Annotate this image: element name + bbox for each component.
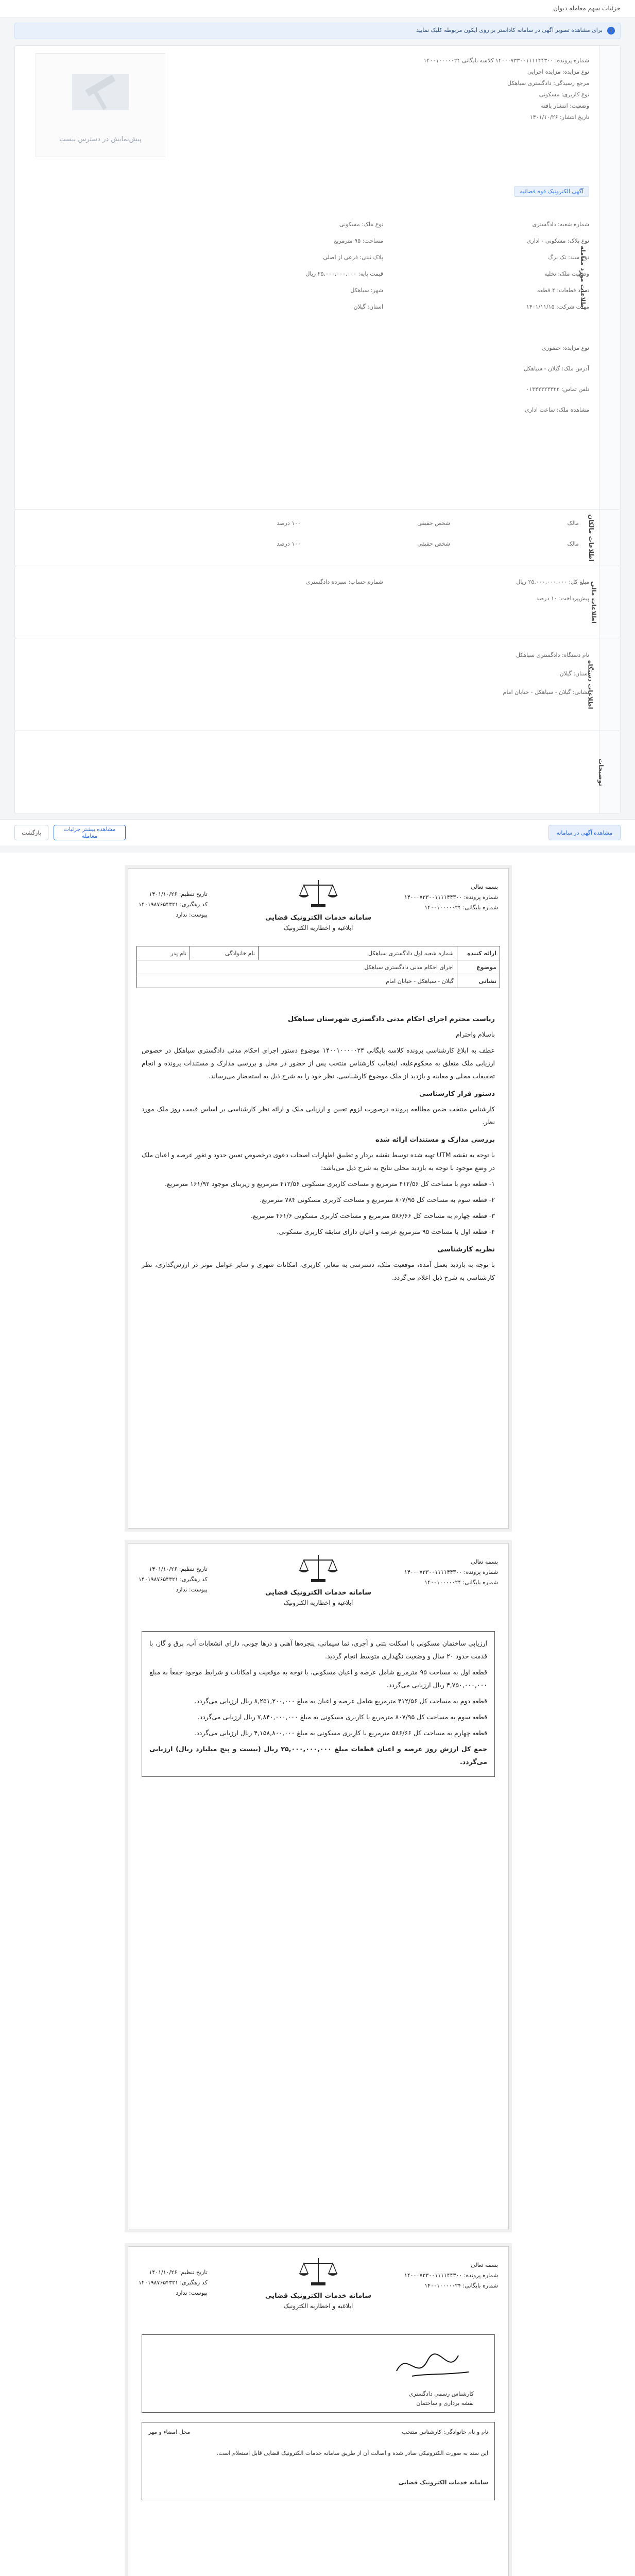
org-name: سامانه خدمات الکترونیک قضایی	[265, 914, 371, 922]
office-section-label: اطلاعات دستگاه	[599, 638, 620, 731]
paragraph: ارزیابی ساختمان مسکونی با اسکلت بتنی و آجری، نما سیمانی، پنجره‌ها آهنی و درها چوبی، دارای انشعابات آب، برق و گاز، با قدمت حدود ۲۰ سال و وضعیت نگهداری متوسط انجام گردید.	[149, 1639, 487, 1660]
detail-right: نوع پلاک: مسکونی - اداری	[526, 238, 589, 244]
owner-type: شخص حقیقی	[417, 520, 450, 527]
table-row: موضوع اجرای احکام مدنی دادگستری سیاهکل	[137, 960, 500, 974]
task-heading: دستور قرار کارشناسی	[419, 1090, 495, 1098]
detail-left: مساحت: ۹۵ مترمربع	[334, 238, 383, 244]
footer-text: این سند به صورت الکترونیکی صادر شده و اصالت آن از طریق سامانه خدمات الکترونیک قضایی قابل استعلام است.	[216, 2450, 488, 2456]
detail-left: نوع ملک: مسکونی	[339, 221, 383, 228]
document-page-1	[128, 868, 509, 1529]
deal-field: شماره پرونده: ۱۴۰۰۰۷۳۳۰۰۱۱۱۱۴۴۳۰۰ کلاسه بایگانی ۱۴۰۰۱۰۰۰۰۰۲۴	[423, 57, 589, 64]
footer-right: نام و نام خانوادگی: کارشناس منتخب	[402, 2429, 488, 2435]
intro-paragraph: عطف به ابلاغ کارشناسی پرونده کلاسه بایگانی ۱۴۰۰۱۰۰۰۰۰۲۴ موضوع دستور اجرای احکام مدنی دادگستری سیاهکل در خصوص ارزیابی ملک متعلق به محکوم‌علیه، اینجانب کارشناس منتخب پس از حضور در محل و بررسی مدارک و مستندات پرونده و انجام تحقیقات محلی و معاینه و بازدید از ملک موضوع کارشناسی، نظر خود را به شرح ذیل به استحضار می‌رساند.	[142, 1046, 495, 1080]
financial-row: شماره حساب: سپرده دادگستری	[306, 579, 383, 585]
financial-row: مبلغ کل: ۲۵,۰۰۰,۰۰۰,۰۰۰ ریال	[516, 579, 589, 585]
detail-left: پلاک ثبتی: فرعی از اصلی	[323, 254, 383, 261]
scales-emblem-icon	[293, 876, 344, 912]
owner-type: شخص حقیقی	[417, 540, 450, 547]
financial-section-label: اطلاعات مالی	[599, 566, 620, 638]
table-row: نشانی گیلان - سیاهکل - خیابان امام	[137, 974, 500, 988]
opinion-heading: نظریه کارشناسی	[437, 1246, 495, 1253]
deal-field: تاریخ انتشار: ۱۴۰۱/۱۰/۲۶	[529, 114, 589, 121]
deal-field: نوع کاربری: مسکونی	[539, 91, 589, 98]
opinion-paragraph: با توجه به بازدید بعمل آمده، موقعیت ملک، دسترسی به معابر، کاربری، امکانات شهری و سایر عوامل موثر در ارزش‌گذاری، نظر کارشناسی به شرح ذیل اعلام می‌گردد.	[142, 1261, 495, 1281]
docs-paragraph: با توجه به نقشه UTM تهیه شده توسط نقشه بردار و تطبیق اظهارات اصحاب دعوی درخصوص تعیین حدود و ثغور عرصه و اعیان ملک در وضع موجود با توجه به بازدید محلی نتایج به شرح ذیل می‌باشد:	[142, 1151, 495, 1172]
office-row: نشانی: گیلان - سیاهکل - خیابان امام	[503, 689, 589, 696]
owner-role: مالک	[567, 520, 579, 527]
document-page-3	[128, 2246, 509, 2576]
detail-left: استان: گیلان	[353, 303, 383, 310]
list-item: ۴- قطعه اول با مساحت ۹۵ مترمربع عرصه و اعیان دارای سابقه کاربری مسکونی.	[277, 1228, 495, 1235]
paragraph: قطعه اول به مساحت ۹۵ مترمربع شامل عرصه و اعیان مسکونی، با توجه به موقعیت و امکانات و شرایط موجود جمعاً به مبلغ ۴,۷۵۰,۰۰۰,۰۰۰ ریال ارزیابی می‌گردد.	[149, 1668, 487, 1689]
office-card	[14, 638, 621, 732]
action-bar	[0, 819, 635, 845]
preview-caption: پیش‌نمایش در دسترس نیست	[59, 135, 142, 143]
owners-section-label: اطلاعات مالکان	[599, 510, 620, 566]
owner-role: مالک	[567, 540, 579, 547]
deal-extra: آدرس ملک: گیلان - سیاهکل	[523, 365, 589, 372]
docs-heading: بررسی مدارک و مستندات ارائه شده	[375, 1136, 495, 1144]
paragraph: قطعه چهارم به مساحت کل ۵۸۶/۶۶ مترمربع با کاربری مسکونی به مبلغ ۴,۱۵۸,۸۰۰,۰۰۰ ریال ارزیابی می‌گردد.	[194, 1729, 487, 1737]
party-table	[136, 946, 500, 988]
document-header: بسمه تعالی شماره پرونده: ۱۴۰۰۰۷۳۳۰۰۱۱۱۱۴۴۳۰۰ شماره بایگانی: ۱۴۰۰۱۰۰۰۰۰۲۴ تاریخ تنظیم: ۱۴۰۱/۱۰/۲۶ کد رهگیری: ۱۴۰۱۹۸۷۶۵۴۳۲۱ پیوست: ندارد سامانه خدمات الکترونیک قضایی ابلاغیه و اخطاریه الکترونیک	[128, 2247, 508, 2324]
task-paragraph: کارشناس منتخب ضمن مطالعه پرونده درصورت لزوم تعیین و ارزیابی ملک و ارائه نظر کارشناسی بر اساس قیمت روز ملک مورد نظر.	[142, 1105, 495, 1126]
top-header	[0, 0, 635, 18]
app-shell	[0, 0, 635, 853]
signer-name: کارشناس رسمی دادگستری	[408, 2391, 474, 2397]
page-tag: بسمه تعالی	[471, 884, 498, 890]
detail-right: نوع سند: تک برگ	[548, 254, 589, 261]
gavel-icon	[36, 54, 165, 131]
deal-card	[14, 45, 621, 510]
document-header	[128, 869, 508, 946]
signature-image	[391, 2345, 474, 2386]
list-item: ۳- قطعه چهارم به مساحت کل ۵۸۶/۶۶ مترمربع و مساحت کاربری مسکونی ۴۶۱/۶ مترمربع.	[251, 1212, 495, 1219]
footer-box	[142, 2422, 495, 2500]
signer-role: نقشه برداری و ساختمان	[416, 2400, 474, 2406]
greeting: باسلام واحترام	[455, 1030, 495, 1038]
view-in-system-button[interactable]: مشاهده آگهی در سامانه	[548, 825, 621, 840]
total-paragraph: جمع کل ارزش روز عرصه و اعیان قطعات مبلغ ۲۵,۰۰۰,۰۰۰,۰۰۰ ریال (بیست و پنج میلیارد ریال) ارزیابی می‌گردد.	[149, 1745, 488, 1766]
info-icon: i	[607, 27, 615, 35]
deal-extra: نوع مزایده: حضوری	[542, 345, 589, 351]
detail-right: شماره شعبه: دادگستری	[532, 221, 589, 228]
notes-card	[14, 731, 621, 814]
preview-image	[36, 53, 165, 157]
footer-org: سامانه خدمات الکترونیک قضایی	[398, 2479, 488, 2486]
scales-emblem-icon	[293, 1551, 344, 1587]
doc-heading: ریاست محترم اجرای احکام مدنی دادگستری شهرستان سیاهکل	[287, 1015, 495, 1023]
scales-emblem-icon	[293, 2254, 344, 2290]
signature-area	[142, 2334, 495, 2413]
detail-right: وضعیت ملک: تخلیه	[544, 270, 589, 277]
back-button[interactable]: بازگشت	[14, 825, 48, 840]
list-item: ۲- قطعه سوم به مساحت کل ۸۰۷/۹۵ مترمربع و مساحت کاربری مسکونی ۷۸۴ مترمربع.	[260, 1196, 495, 1204]
owners-card	[14, 509, 621, 567]
paragraph: قطعه سوم به مساحت کل ۸۰۷/۹۵ مترمربع با کاربری مسکونی به مبلغ ۷,۸۴۰,۰۰۰,۰۰۰ ریال ارزیابی می‌گردد.	[197, 1713, 487, 1721]
org-subname: ابلاغیه و اخطاریه الکترونیک	[283, 924, 353, 931]
ejudiciary-link[interactable]: آگهی الکترونیک قوه قضائیه	[514, 186, 589, 197]
owner-share: ۱۰۰ درصد	[277, 540, 301, 547]
detail-left: قیمت پایه: ۲۵,۰۰۰,۰۰۰,۰۰۰ ریال	[305, 270, 383, 277]
footer-left: محل امضاء و مهر	[148, 2429, 191, 2435]
deal-extra: تلفن تماس: ۰۱۳۴۲۳۲۳۳۲۲	[526, 386, 589, 393]
deal-field: نوع مزایده: مزایده اجرایی	[527, 69, 589, 75]
document-header: بسمه تعالی شماره پرونده: ۱۴۰۰۰۷۳۳۰۰۱۱۱۱۴۴۳۰۰ شماره بایگانی: ۱۴۰۰۱۰۰۰۰۰۲۴ تاریخ تنظیم: ۱۴۰۱/۱۰/۲۶ کد رهگیری: ۱۴۰۱۹۸۷۶۵۴۳۲۱ پیوست: ندارد سامانه خدمات الکترونیک قضایی ابلاغیه و اخطاریه الکترونیک	[128, 1544, 508, 1621]
document-body	[142, 1631, 495, 1777]
detail-right: تعداد قطعات: ۴ قطعه	[537, 287, 589, 294]
alert-text: برای مشاهده تصویر آگهی در سامانه کاداستر بر روی آیکون مربوطه کلیک نمایید	[416, 27, 603, 33]
detail-left: شهر: سیاهکل	[350, 287, 383, 294]
page-title: جزئیات سهم معامله دیوان	[553, 5, 621, 12]
notes-section-label: توضیحات	[599, 731, 620, 814]
paragraph: قطعه دوم به مساحت کل ۴۱۲/۵۶ مترمربع شامل عرصه و اعیان به مبلغ ۸,۲۵۱,۲۰۰,۰۰۰ ریال ارزیابی می‌گردد.	[194, 1697, 487, 1705]
deal-field: وضعیت: انتشار یافته	[541, 103, 589, 109]
office-row: استان: گیلان	[559, 670, 589, 677]
document-page-2	[128, 1543, 509, 2229]
deal-field: مرجع رسیدگی: دادگستری سیاهکل	[507, 80, 589, 87]
more-details-button[interactable]: مشاهده بیشتر جزئیات معامله	[54, 825, 126, 840]
financial-card	[14, 566, 621, 639]
office-row: نام دستگاه: دادگستری سیاهکل	[516, 652, 589, 658]
document-meta-left: تاریخ تنظیم: ۱۴۰۱/۱۰/۲۶ کد رهگیری: ۱۴۰۱۹۸۷۶۵۴۳۲۱ پیوست: ندارد	[139, 891, 208, 918]
info-alert	[14, 23, 621, 39]
owner-share: ۱۰۰ درصد	[277, 520, 301, 527]
document-meta-right: بسمه تعالی شماره پرونده: ۱۴۰۰۰۷۳۳۰۰۱۱۱۱۴۴۳۰۰ شماره بایگانی: ۱۴۰۰۱۰۰۰۰۰۲۴	[404, 882, 498, 913]
detail-right: مهلت شرکت: ۱۴۰۱/۱۱/۱۵	[526, 303, 589, 310]
deal-section-label: اطلاعات مورد معامله	[599, 46, 620, 510]
document-body	[142, 1008, 495, 1287]
deal-extra: مشاهده ملک: ساعت اداری	[525, 406, 589, 413]
financial-row: پیش‌پرداخت: ۱۰ درصد	[536, 595, 589, 602]
list-item: ۱- قطعه دوم با مساحت کل ۴۱۲/۵۶ مترمربع و مساحت کاربری مسکونی ۴۱۲/۵۶ مترمربع و زیربنای موجود ۱۶۱/۹۲ مترمربع.	[165, 1180, 495, 1188]
table-row: ارائه کننده شماره شعبه اول دادگستری سیاهکل نام خانوادگی نام پدر	[137, 946, 500, 960]
